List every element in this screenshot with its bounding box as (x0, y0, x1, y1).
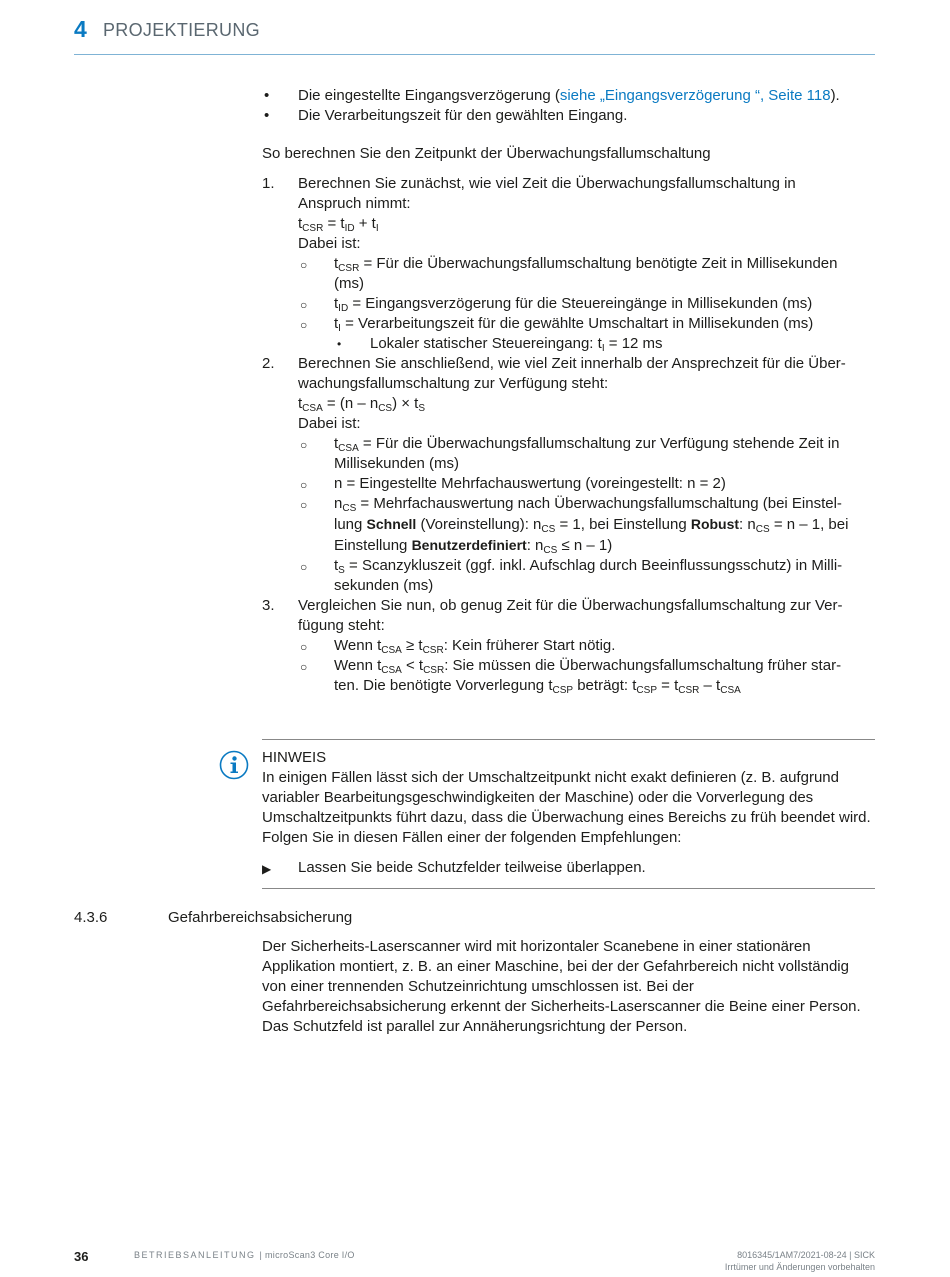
chapter-title: PROJEKTIERUNG (103, 20, 260, 40)
step-2: 2. Berechnen Sie anschließend, wie viel Zeit innerhalb der Ansprechzeit für die Über- wachungsfallumschaltung zur Verfügung steht: $t_{CSA} = (n - n_{CS}) \times t_S$ Dabei ist: ○ $t_{CSA}$ = Für die Überwachungsfallumschaltung zur Verfügung stehende Zeit in Millisekunden (ms) ○ n = Eingestellte Mehrfachauswertung (voreingestellt: n = 2) ○ $n_{CS}$ = Mehrfachauswertung nach Überwachungsfallumschaltung (bei Einstel- lung Schnell (Voreinstellung): $n_{CS} = 1$, bei Einstellung Robust: $n_{CS} = n - 1$, bei Einstellung Benutzerdefiniert: $n_{CS} \le n - 1$) ○ $t_S$ = Scanzykluszeit (ggf. inkl. Aufschlag durch Beeinflussungsschutz) in Milli- sekunden (ms) (262, 354, 875, 596)
note-text: In einigen Fällen lässt sich der Umschaltzeitpunkt nicht exakt definieren (z. B. aufgrund variabler Bearbeitungsgeschwindigkeiten der Maschine) oder die Vorverlegung des Umschaltzeitpunkts führt dazu, dass die Überwachung eines Bereichs zu früh beendet wird. Folgen Sie in diesen Fällen einer der folgenden Empfehlungen: (262, 769, 871, 846)
list-item: ○ $t_S$ = Scanzykluszeit (ggf. inkl. Aufschlag durch Beeinflussungsschutz) in Milli- sekunden (ms) (300, 557, 843, 594)
note-box (262, 739, 875, 889)
footer-disclaimer: Irrtümer und Änderungen vorbehalten (724, 1262, 875, 1272)
list-item: ○ $t_I$ = Verarbeitungszeit für die gewählte Umschaltart in Millisekunden (ms) • Lokaler statischer Steuereingang: $t_I = 12$ ms (298, 314, 875, 354)
recommendation-item: ▶ Lassen Sie beide Schutzfelder teilweise überlappen. (262, 859, 646, 876)
list-item: ○ $t_{CSA}$ = Für die Überwachungsfallumschaltung zur Verfügung stehende Zeit in Millisekunden (ms) (300, 435, 840, 472)
step-1: 1. Berechnen Sie zunächst, wie viel Zeit die Überwachungsfallumschaltung in Anspruch nimmt: $t_{CSR} = t_{ID} + t_I$ Dabei ist: ○ $t_{CSR}$ = Für die Überwachungsfallumschaltung benötigte Zeit in Millisekunden (ms) ○ $t_{ID}$ = Eingangsverzögerung für die Steuereingänge in Millisekunden (ms) ○ $t_I$ = Verarbeitungszeit für die gewählte Umschaltart in Millisekunden (ms) • Lokaler statischer Steuereingang: $t_I = 12$ ms (262, 174, 875, 354)
footer-doc-title: BETRIEBSANLEITUNG | microScan3 Core I/O (134, 1250, 355, 1260)
formula: $t_{CSA} = (n - n_{CS}) \times t_S$ (298, 395, 426, 414)
list-item: ○ $t_{ID}$ = Eingangsverzögerung für die Steuereingänge in Millisekunden (ms) (300, 295, 813, 314)
list-item: ○ Wenn $t_{CSA} < t_{CSR}$: Sie müssen die Überwachungsfallumschaltung früher star- ten. Die benötigte Vorverlegung $t_{CSP}$ beträgt: $t_{CSP} = t_{CSR} - t_{CSA}$ (300, 657, 842, 696)
subheading: So berechnen Sie den Zeitpunkt der Überwachungsfallumschaltung (262, 145, 711, 162)
formula: $t_{CSR} = t_{ID} + t_I$ (298, 215, 379, 234)
section-number: 4.3.6 (74, 909, 108, 926)
list-item: ○ $n_{CS}$ = Mehrfachauswertung nach Überwachungsfallumschaltung (bei Einstel- lung Schnell (Voreinstellung): $n_{CS} = 1$, bei Einstellung Robust: $n_{CS} = n - 1$, bei Einstellung Benutzerdefiniert: $n_{CS} \le n - 1$) (300, 495, 849, 556)
note-title: HINWEIS (262, 749, 327, 766)
list-item: • Lokaler statischer Steuereingang: $t_I = 12$ ms (337, 335, 663, 354)
list-item: ○ n = Eingestellte Mehrfachauswertung (voreingestellt: n = 2) (300, 475, 726, 492)
page-number: 36 (74, 1249, 89, 1264)
cross-reference-link[interactable]: siehe „Eingangsverzögerung “, Seite 118 (559, 87, 831, 104)
chapter-number: 4 (74, 16, 87, 42)
page-header (74, 14, 875, 55)
footer-doc-number: 8016345/1AM7/2021-08-24 | SICK (737, 1250, 875, 1260)
section-title: Gefahrbereichsabsicherung (168, 909, 353, 926)
list-item: • Die Verarbeitungszeit für den gewählten Eingang. (264, 107, 628, 124)
step-3: 3. Vergleichen Sie nun, ob genug Zeit für die Überwachungsfallumschaltung zur Ver- fügung steht: ○ Wenn $t_{CSA} \ge t_{CSR}$: Kein früherer Start nötig. ○ Wenn $t_{CSA} < t_{CSR}$: Sie müssen die Überwachungsfallumschaltung früher star- ten. Die benötigte Vorverlegung $t_{CSP}$ beträgt: $t_{CSP} = t_{CSR} - t_{CSA}$ (262, 596, 875, 696)
main-content (262, 86, 875, 696)
list-item: ○ Wenn $t_{CSA} \ge t_{CSR}$: Kein früherer Start nötig. (300, 637, 616, 656)
list-item: ○ $t_{CSR}$ = Für die Überwachungsfallumschaltung benötigte Zeit in Millisekunden (ms) (300, 255, 838, 292)
info-icon (219, 750, 249, 780)
section-body: Der Sicherheits-Laserscanner wird mit horizontaler Scanebene in einer stationären Applikation montiert, z. B. an einer Maschine, bei der der Gefahrbereich nicht vollständig von einer trennenden Schutzeinrichtung umschlossen ist. Bei der Gefahrbereichsabsicherung erkennt der Sicherheits-Laserscanner die Beine einer Person. Das Schutzfeld ist parallel zur Annäherungsrichtung der Person. (262, 938, 861, 1035)
list-item: • Die eingestellte Eingangsverzögerung (siehe „Eingangsverzögerung “, Seite 118). (264, 87, 840, 104)
